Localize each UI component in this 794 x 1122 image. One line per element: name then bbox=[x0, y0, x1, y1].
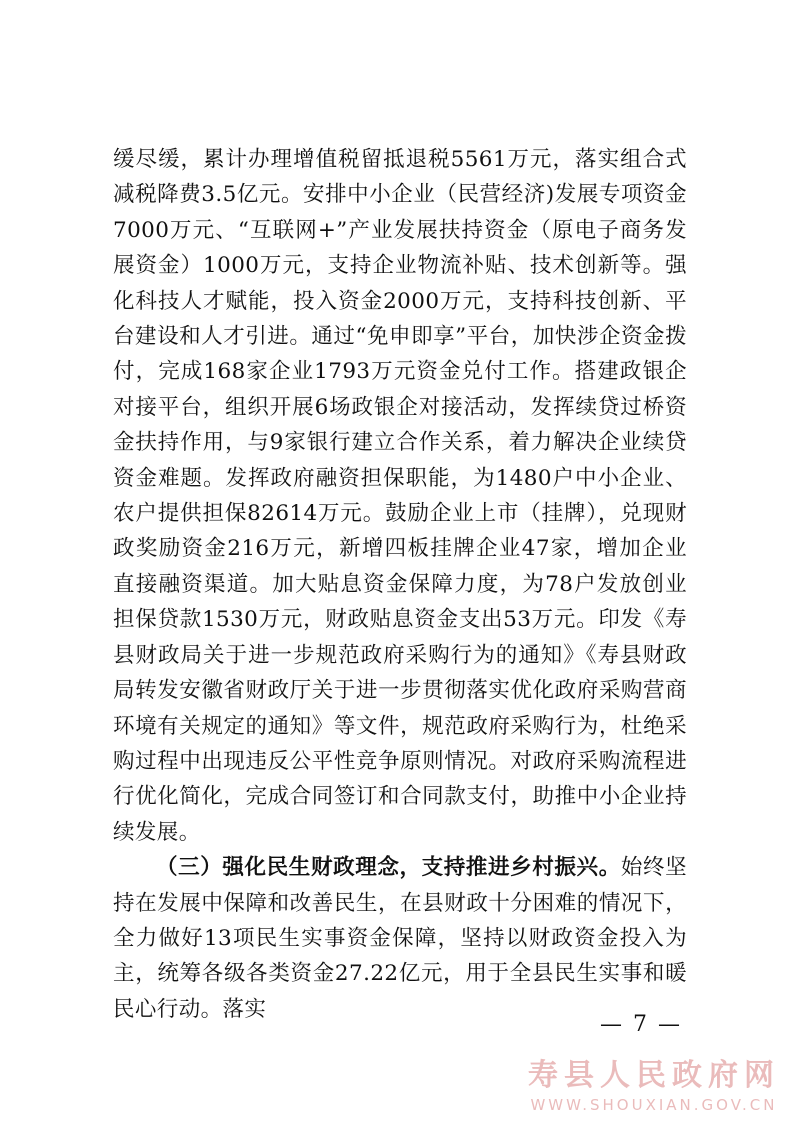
body-paragraph: 缓尽缓，累计办理增值税留抵退税5561万元，落实组合式减税降费3.5亿元。安排中小企业（民营经济)发展专项资金7000万元、“互联网+”产业发展扶持资金（原电子商务发展资金）1000万元，支持企业物流补贴、技术创新等。强化科技人才赋能，投入资金2000万元，支持科技创新、平台建设和人才引进。通过“免申即享”平台，加快涉企资金拨付，完成168家企业1793万元资金兑付工作。搭建政银企对接平台，组织开展6场政银企对接活动，发挥续贷过桥资金扶持作用，与9家银行建立合作关系，着力解决企业续贷资金难题。发挥政府融资担保职能，为1480户中小企业、农户提供担保82614万元。鼓励企业上市（挂牌），兑现财政奖励资金216万元，新增四板挂牌企业47家，增加企业直接融资渠道。加大贴息资金保障力度，为78户发放创业担保贷款1530万元，财政贴息资金支出53万元。印发《寿县财政局关于进一步规范政府采购行为的通知》《寿县财政局转发安徽省财政厅关于进一步贯彻落实优化政府采购营商环境有关规定的通知》等文件，规范政府采购行为，杜绝采购过程中出现违反公平性竞争原则情况。对政府采购流程进行优化简化，完成合同签订和合同款支付，助推中小企业持续发展。 bbox=[113, 147, 687, 845]
document-body bbox=[113, 142, 687, 1027]
section-heading: （三）强化民生财政理念，支持推进乡村振兴。 bbox=[156, 855, 621, 881]
section-body-text: 始终坚持在发展中保障和改善民生，在县财政十分困难的情况下，全力做好13项民生实事资金保障，坚持以财政资金投入为主，统筹各级各类资金27.22亿元，用于全县民生实事和暖民心行动。落实 bbox=[113, 855, 687, 1022]
site-watermark bbox=[528, 1050, 780, 1114]
watermark-url: WWW.SHOUXIAN.GOV.CN bbox=[530, 1096, 778, 1114]
section-paragraph bbox=[113, 850, 687, 1027]
page-number: — 7 — bbox=[600, 1012, 682, 1037]
watermark-title: 寿县人民政府网 bbox=[528, 1058, 780, 1093]
